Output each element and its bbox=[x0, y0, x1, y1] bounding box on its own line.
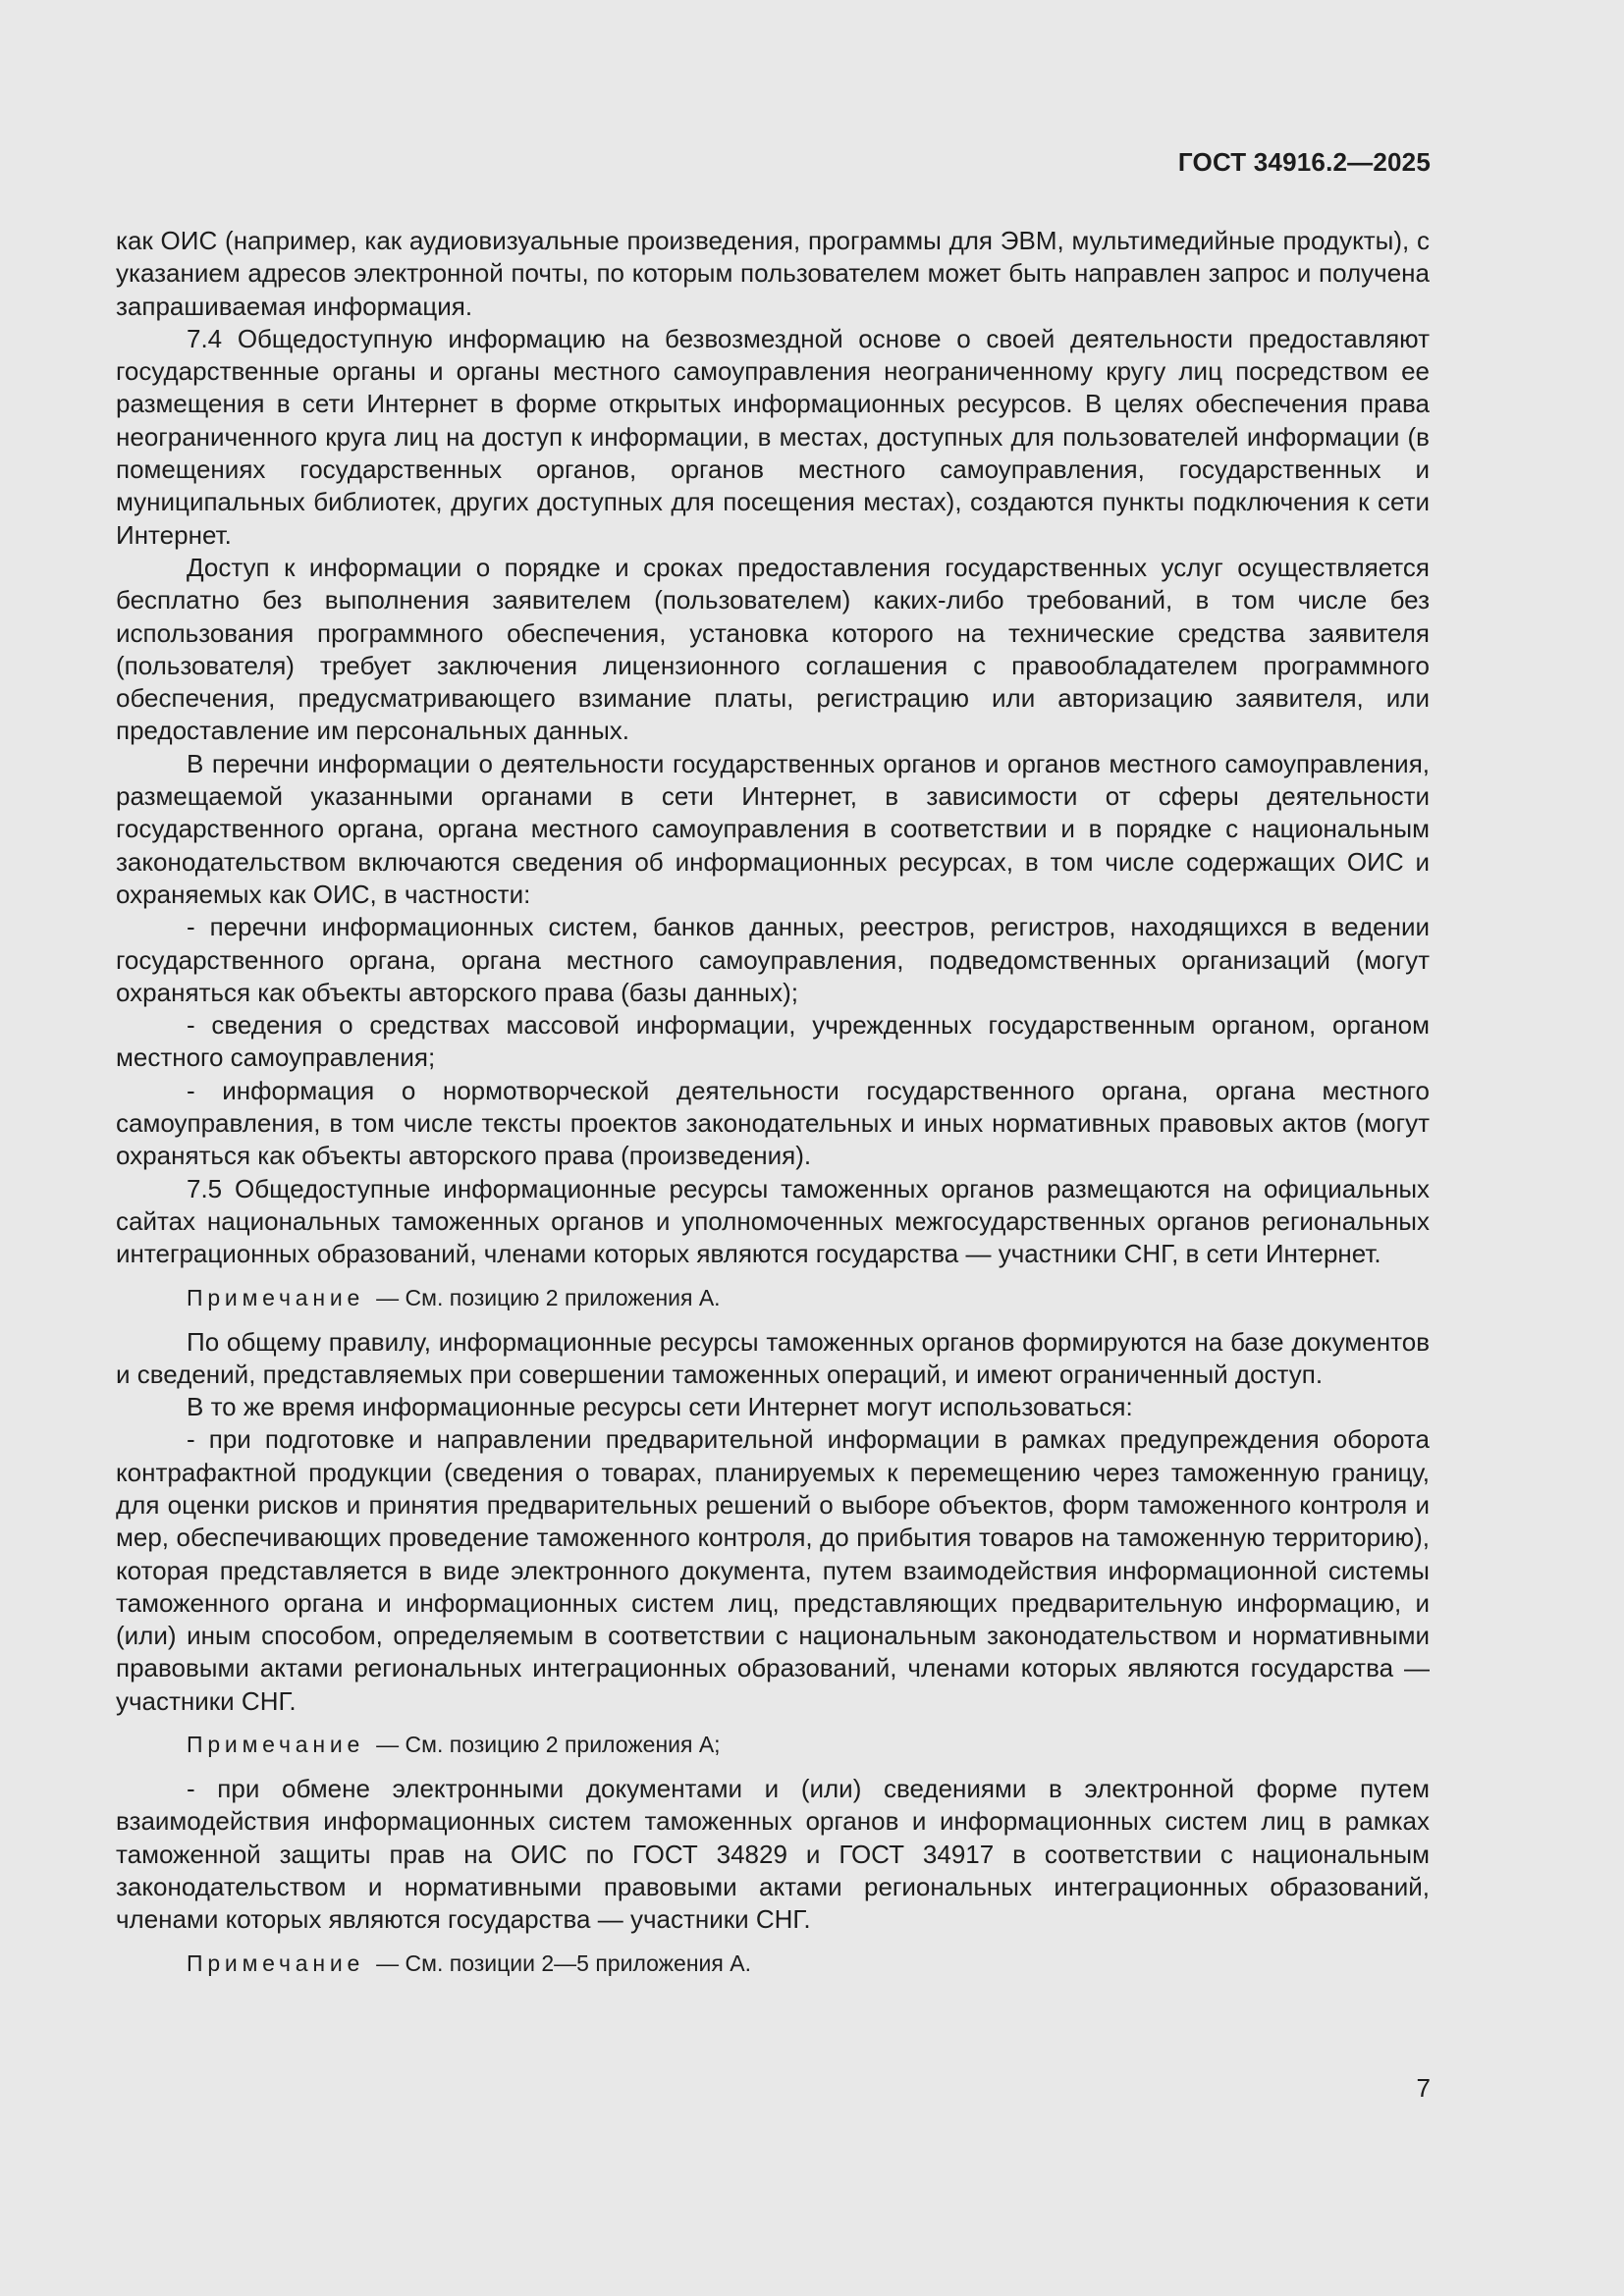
list-item-rulemaking: - информация о нормотворческой деятельности государственного органа, органа местного самоуправления, в том числе тексты проектов законодательных и иных нормативных правовых актов (могут охраняться как объекты авторского права (произведения). bbox=[116, 1075, 1430, 1171]
note-1 bbox=[116, 1283, 1430, 1312]
list-item-electronic-exchange: - при обмене электронными документами и (или) сведениями в электронной форме путем взаимодействия информационных систем таможенных органов и информационных систем лиц в рамках таможенной защиты прав на ОИС по ГОСТ 34829 и ГОСТ 34917 в соответствии с национальным законодательством и нормативными правовыми актами региональных интеграционных образований, членами которых являются государства — участники СНГ. bbox=[116, 1774, 1430, 1935]
note-2 bbox=[116, 1730, 1430, 1759]
note-3 bbox=[116, 1949, 1430, 1978]
paragraph-7-5: 7.5 Общедоступные информационные ресурсы таможенных органов размещаются на официальных сайтах национальных таможенных органов и уполномоченных межгосударственных органов региональных интеграционных образований, членами которых являются государства — участники СНГ, в сети Интернет. bbox=[116, 1173, 1430, 1269]
paragraph-7-4: 7.4 Общедоступную информацию на безвозмездной основе о своей деятельности предоставляют государственные органы и органы местного самоуправления неограниченному кругу лиц посредством ее размещения в сети Интернет в форме открытых информационных ресурсов. В целях обеспечения права неограниченного круга лиц на доступ к информации, в местах, доступных для пользователей информации (в помещениях государственных органов, органов местного самоуправления, государственных и муниципальных библиотек, других доступных для посещения местах), создаются пункты подключения к сети Интернет. bbox=[116, 323, 1430, 550]
list-item-information-systems: - перечни информационных систем, банков данных, реестров, регистров, находящихся в ведении государственного органа, органа местного самоуправления, подведомственных организаций (могут охраняться как объекты авторского права (базы данных); bbox=[116, 912, 1430, 1007]
note-text: — См. позицию 2 приложения А. bbox=[376, 1284, 721, 1310]
document-body bbox=[116, 225, 1430, 1992]
standard-number-header: ГОСТ 34916.2—2025 bbox=[1177, 147, 1431, 177]
paragraph-continuation: как ОИС (например, как аудиовизуальные произведения, программы для ЭВМ, мультимедийные продукты), с указанием адресов электронной почты, по которым пользователем может быть направлен запрос и получена запрашиваемая информация. bbox=[116, 226, 1430, 321]
page-number: 7 bbox=[1416, 2073, 1431, 2103]
note-text: — См. позиции 2—5 приложения А. bbox=[376, 1949, 751, 1976]
paragraph-internet-use-intro: В то же время информационные ресурсы сети Интернет могут использоваться: bbox=[187, 1392, 1133, 1422]
note-label: Примечание bbox=[187, 1732, 365, 1758]
paragraph-general-rule: По общему правилу, информационные ресурсы таможенных органов формируются на базе документов и сведений, представляемых при совершении таможенных операций, и имеют ограниченный доступ. bbox=[116, 1326, 1430, 1389]
paragraph-access-info: Доступ к информации о порядке и сроках предоставления государственных услуг осуществляется бесплатно без выполнения заявителем (пользователем) каких-либо требований, в том числе без использования программного обеспечения, установка которого на технические средства заявителя (пользователя) требует заключения лицензионного соглашения с правообладателем программного обеспечения, предусматривающего взимание платы, регистрацию или авторизацию заявителя, или предоставление им персональных данных. bbox=[116, 552, 1430, 746]
list-item-mass-media: - сведения о средствах массовой информации, учрежденных государственным органом, органом местного самоуправления; bbox=[116, 1010, 1430, 1073]
note-label: Примечание bbox=[187, 1284, 365, 1310]
note-label: Примечание bbox=[187, 1949, 365, 1976]
list-item-preliminary-info: - при подготовке и направлении предварительной информации в рамках предупреждения оборота контрафактной продукции (сведения о товарах, планируемых к перемещению через таможенную границу, для оценки рисков и принятия предварительных решений о выборе объектов, форм таможенного контроля и мер, обеспечивающих проведение таможенного контроля, до прибытия товаров на таможенную территорию), которая представляется в виде электронного документа, путем взаимодействия информационной системы таможенного органа и информационных систем лиц, представляющих предварительную информацию, и (или) иным способом, определяемым в соответствии с национальным законодательством и нормативными правовыми актами региональных интеграционных образований, членами которых являются государства — участники СНГ. bbox=[116, 1424, 1430, 1716]
note-text: — См. позицию 2 приложения А; bbox=[376, 1732, 721, 1758]
paragraph-lists-intro: В перечни информации о деятельности государственных органов и органов местного самоуправления, размещаемой указанными органами в сети Интернет, в зависимости от сферы деятельности государственного органа, органа местного самоуправления в соответствии и в порядке с национальным законодательством включаются сведения об информационных ресурсах, в том числе содержащих ОИС и охраняемых как ОИС, в частности: bbox=[116, 748, 1430, 909]
